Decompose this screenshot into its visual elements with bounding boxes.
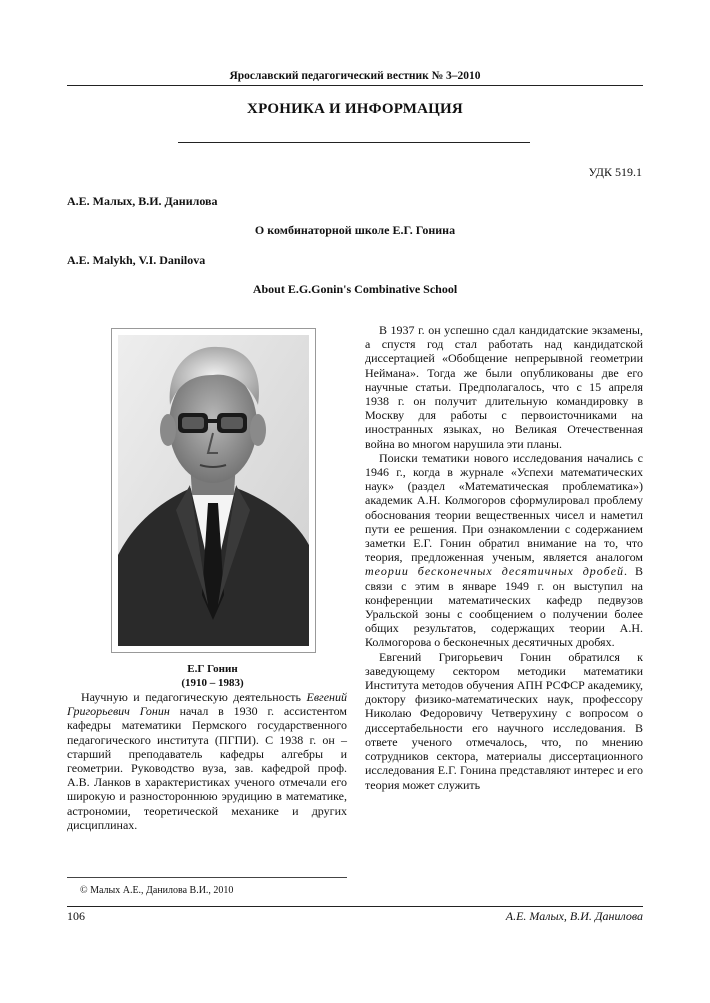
- section-title: ХРОНИКА И ИНФОРМАЦИЯ: [247, 101, 463, 117]
- page-number: 106: [67, 909, 85, 923]
- footer-rule: [67, 906, 643, 907]
- header-rule: [67, 85, 643, 86]
- paragraph: [67, 690, 347, 832]
- paragraph: Евгений Григорьевич Гонин обратился к заведующему сектором методики математики Института методов обучения АПН РСФСР академику, доктору физико-математических наук, профессору Николаю Федоровичу Четверухину с вопросом о диссертабельности его научного исследования. В ответе ученого отмечалось, что, по мнению сотрудников сектора, материалы диссертационного исследования Е.Г. Гонина представляют интерес и его теория может служить: [365, 649, 643, 792]
- portrait-photo: [118, 335, 309, 646]
- text-run: . В связи с этим в январе 1949 г. он выступил на конференции математических кафедр педвузов Уральской зоны с сообщением о получении более общих результатов, содержащих теории А.Н. Колмогорова о бесконечных десятичных дробях.: [365, 564, 643, 650]
- running-authors: А.Е. Малых, В.И. Данилова: [505, 909, 643, 923]
- photo-caption-years: (1910 – 1983): [181, 677, 244, 689]
- footnote-rule: [67, 877, 347, 878]
- authors-ru: А.Е. Малых, В.И. Данилова: [67, 194, 218, 208]
- portrait-photo-frame: [111, 328, 316, 653]
- journal-header: Ярославский педагогический вестник № 3–2010: [229, 70, 481, 82]
- text-run: Научную и педагогическую деятельность: [81, 690, 307, 704]
- paragraph: [365, 451, 643, 650]
- photo-caption-name: Е.Г Гонин: [187, 663, 238, 675]
- emphasized-term: теории бесконечных десятичных дробей: [365, 564, 625, 579]
- person-name: Евгений Григорьевич Гонин: [67, 690, 347, 719]
- section-rule: [178, 142, 530, 143]
- authors-en: A.E. Malykh, V.I. Danilova: [67, 253, 206, 267]
- right-column: [365, 323, 643, 792]
- text-run: Поиски тематики нового исследования начались с 1946 г., когда в журнале «Успехи математических наук» (раздел «Математическая проблематика») академик А.Н. Колмогоров сформулировал проблему обоснования теории вещественных чисел и наметил пути ее решения. При ознакомлении с содержанием заметки Е.Г. Гонин обратил внимание на то, что теория, предложенная ученым, является аналогом: [365, 450, 643, 565]
- text-run: начал в 1930 г. ассистентом кафедры математики Пермского государственного педагогического института (ПГПИ). С 1938 г. он – старший преподаватель кафедры алгебры и геометрии. Руководство вуза, зав. кафедрой проф. А.В. Ланков в характеристиках ученого отмечали его широкую и разностороннюю эрудицию в математике, астрономии, теоретической механике и других дисциплинах.: [67, 704, 347, 832]
- copyright-note: © Малых А.Е., Данилова В.И., 2010: [80, 885, 234, 896]
- article-title-ru: О комбинаторной школе Е.Г. Гонина: [254, 223, 456, 237]
- udk-code: УДК 519.1: [588, 165, 642, 179]
- left-column: [67, 690, 347, 832]
- paragraph: В 1937 г. он успешно сдал кандидатские экзамены, а спустя год стал работать над кандидатской диссертацией «Обобщение непрерывной геометрии Неймана». Тогда же были опубликованы две его научные статьи. Предполагалось, что с 15 апреля 1938 г. он получит длительную командировку в Москву для работы с первоисточниками на иностранных языках, но Великая Отечественная война во многом нарушила эти планы.: [365, 323, 643, 451]
- article-title-en: About E.G.Gonin's Combinative School: [252, 282, 458, 296]
